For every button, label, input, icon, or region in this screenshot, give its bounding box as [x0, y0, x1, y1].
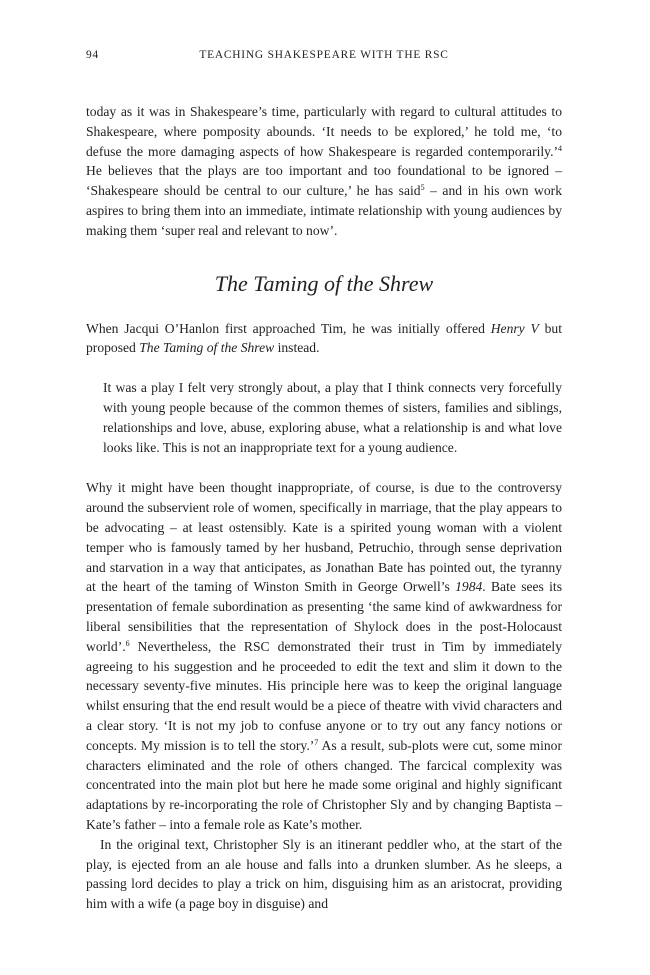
running-header — [86, 46, 562, 66]
play-title: Henry V — [490, 320, 539, 336]
paragraph-4: In the original text, Christopher Sly is an itinerant peddler who, at the start of the play, is ejected from an ale house and falls into a drunken slumber. As he sleeps, a passing lord decides to play a trick on him, disguising him as an aristocrat, providing him with a wife (a page boy in disguise) and — [86, 836, 562, 912]
book-title: 1984 — [455, 579, 483, 595]
page-number: 94 — [86, 49, 99, 61]
text-run: As a result, sub-plots were cut, some minor characters eliminated and the role of others changed. The farcical complexity was concentrated into the main plot but here he made some original and highly significant adaptations by re-incorporating the role of Christopher Sly and by changing Baptista – Kate’s father – into a female role as Kate’s mother. — [86, 737, 562, 832]
footnote-ref-7[interactable]: 7 — [314, 737, 319, 747]
running-title: TEACHING SHAKESPEARE WITH THE RSC — [199, 49, 449, 61]
book-page — [86, 46, 562, 914]
text-run: Why it might have been thought inappropriate, of course, is due to the controversy around the subservient role of women, specifically in marriage, that the play appears to be advocating – at least ostensibly. Kate is a spirited young woman with a violent temper who is famously tamed by her husband, Petruchio, through sense deprivation and starvation in a way that anticipates, as Jonathan Bate has pointed out, the tyranny at the heart of the taming of Winston Smith in George Orwell’s — [86, 480, 562, 595]
text-run: but proposed — [86, 320, 562, 356]
paragraph-1 — [86, 102, 562, 241]
footnote-ref-6[interactable]: 6 — [125, 638, 130, 648]
section-heading: The Taming of the Shrew — [214, 270, 434, 296]
footnote-ref-5[interactable]: 5 — [420, 183, 425, 193]
text-run: Nevertheless, the RSC demonstrated their trust in Tim by immediately agreeing to his suggestion and he proceeded to edit the text and slim it down to the necessary seventy-five minutes. His principle here was to keep the original language whilst ensuring that the end result would be a piece of theatre with vivid characters and a clear story. ‘It is not my job to confuse anyone or to try out any fancy notions or concepts. My mission is to tell the story.’ — [86, 638, 562, 753]
footnote-ref-4[interactable]: 4 — [558, 143, 562, 153]
play-title: The Taming of the Shrew — [139, 340, 275, 356]
text-run: He believes that the plays are too important and too foundational to be ignored – ‘Shakespeare should be central to our culture,’ he has said — [86, 163, 562, 199]
text-run: instead. — [274, 340, 320, 356]
block-quote: It was a play I felt very strongly about, a play that I think connects very forcefully with young people because of the common themes of sisters, families and siblings, relationships and love, abuse, exploring abuse, what a relationship is and what love looks like. This is not an inappropriate text for a young audience. — [103, 380, 562, 455]
text-run: . Bate sees its presentation of female subordination as presenting ‘the same kind of awkwardness for liberal sensibilities that the representation of Shylock does in the post-Holocaust world’. — [86, 579, 562, 654]
paragraph-2 — [86, 319, 562, 359]
text-run: – and in his own work aspires to bring them into an immediate, intimate relationship with young audiences by making them ‘super real and relevant to now’. — [86, 183, 562, 238]
text-run: When Jacqui O’Hanlon first approached Tim, he was initially offered — [86, 320, 491, 336]
paragraph-3 — [86, 478, 562, 834]
text-run: today as it was in Shakespeare’s time, particularly with regard to cultural attitudes to Shakespeare, where pomposity abounds. ‘It needs to be explored,’ he told me, ‘to defuse the more damaging aspects of how Shakespeare is regarded contemporarily.’ — [86, 104, 562, 159]
